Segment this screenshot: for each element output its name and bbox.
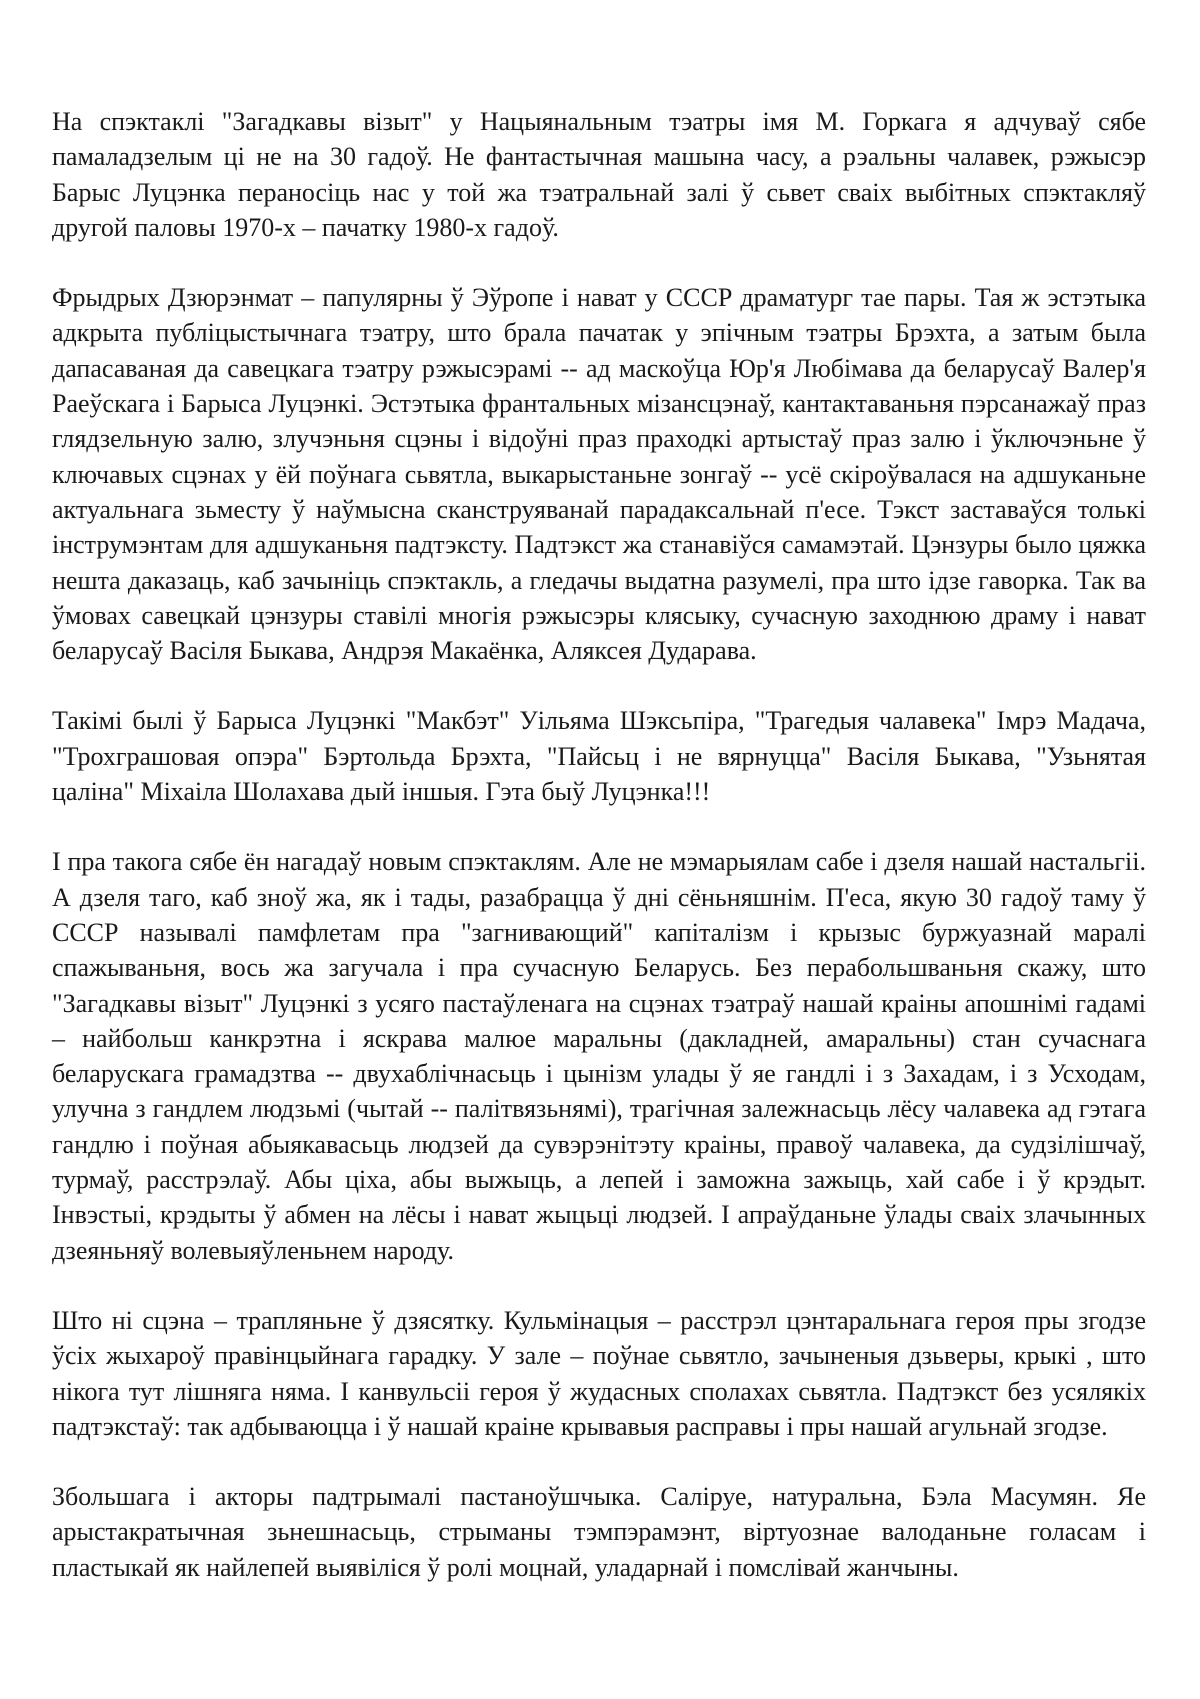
paragraph-6: Збольшага і акторы падтрымалі пастаноўшчыка. Саліруе, натуральна, Бэла Масумян. Яе арыстакратычная зьнешнасьць, стрыманы тэмпэрамэнт, віртуознае валоданьне голасам і пластыкай як найлепей выявіліся ў ролі моцнай, уладарнай і помслівай жанчыны. [52,1482,1146,1582]
paragraph-5: Што ні сцэна – трапляньне ў дзясятку. Кульмінацыя – расстрэл цэнтаральнага героя пры згодзе ўсіх жыхароў правінцыйнага гарадку. У зале – поўнае сьвятло, зачыненыя дзьверы, крыкі , што нікога тут лішняга няма. І канвульсіі героя ў жудасных сполахах сьвятла. Падтэкст без усялякіх падтэкстаў: так адбываюцца і ў нашай краіне крывавыя расправы і пры нашай агульнай згодзе. [52,1305,1146,1441]
paragraph-4: І пра такога сябе ён нагадаў новым спэктаклям. Але не мэмарыялам сабе і дзеля нашай настальгіі. А дзеля таго, каб зноў жа, як і тады, разабрацца ў дні сёньняшнім. П'еса, якую 30 гадоў таму ў СССР называлі памфлетам пра "загнивающий" капіталізм і крызыс буржуазнай маралі спажываньня, вось жа загучала і пра сучасную Беларусь. Без перабольшваньня скажу, што "Загадкавы візыт" Луцэнкі з усяго пастаўленага на сцэнах тэатраў нашай краіны апошнімі гадамі – найбольш канкрэтна і яскрава малюе маральны (дакладней, амаральны) стан сучаснага беларускага грамадзтва -- двухаблічнасьць і цынізм улады ў яе гандлі і з Захадам, і з Усходам, улучна з гандлем людзьмі (чытай -- палітвязьнямі), трагічная залежнасьць лёсу чалавека ад гэтага гандлю і поўная абыякавасьць людзей да сувэрэнітэту краіны, правоў чалавека, да судзілішчаў, турмаў, расстрэлаў. Абы ціха, абы выжыць, а лепей і заможна зажыць, хай сабе і ў крэдыт. Інвэстыі, крэдыты ў абмен на лёсы і нават жыцьці людзей. І апраўданьне ўлады сваіх злачынных дзеяньняў волевыяўленьнем народу. [52,847,1146,1265]
paragraph-2: Фрыдрых Дзюрэнмат – папулярны ў Эўропе і нават у СССР драматург тае пары. Тая ж эстэтыка адкрыта публіцыстычнага тэатру, што брала пачатак у эпічным тэатры Брэхта, а затым была дапасаваная да савецкага тэатру рэжысэрамі -- ад маскоўца Юр'я Любімава да беларусаў Валер'я Раеўскага і Барыса Луцэнкі. Эстэтыка франтальных мізансцэнаў, кантактаваньня пэрсанажаў праз глядзельную залю, злучэньня сцэны і відоўні праз праходкі артыстаў праз залю і ўключэньне ў ключавых сцэнах у ёй поўнага сьвятла, выкарыстаньне зонгаў -- усё скіроўвалася на адшуканьне актуальнага зьместу ў наўмысна сканструяванай парадаксальнай п'есе. Тэкст заставаўся толькі інструмэнтам для адшуканьня падтэксту. Падтэкст жа станавіўся самамэтай. Цэнзуры было цяжка нешта даказаць, каб зачыніць спэктакль, а гледачы выдатна разумелі, пра што ідзе гаворка. Так ва ўмовах савецкай цэнзуры ставілі многія рэжысэры клясыку, сучасную заходнюю драму і нават беларусаў Васіля Быкава, Андрэя Макаёнка, Аляксея Дударава. [52,283,1146,666]
article-body [52,104,1146,1585]
paragraph-1: На спэктаклі "Загадкавы візыт" у Нацыянальным тэатры імя М. Горкага я адчуваў сябе памаладзелым ці не на 30 гадоў. Не фантастычная машына часу, а рэальны чалавек, рэжысэр Барыс Луцэнка пераносіць нас у той жа тэатральнай залі ў сьвет сваіх выбітных спэктакляў другой паловы 1970-х – пачатку 1980-х гадоў. [52,107,1146,242]
paragraph-3: Такімі былі ў Барыса Луцэнкі "Макбэт" Уільяма Шэксьпіра, "Трагедыя чалавека" Імрэ Мадача, "Трохграшовая опэра" Бэртольда Брэхта, "Пайсьц і не вярнуцца" Васіля Быкава, "Узьнятая цаліна" Міхаіла Шолахава дый іншыя. Гэта быў Луцэнка!!! [52,706,1146,807]
